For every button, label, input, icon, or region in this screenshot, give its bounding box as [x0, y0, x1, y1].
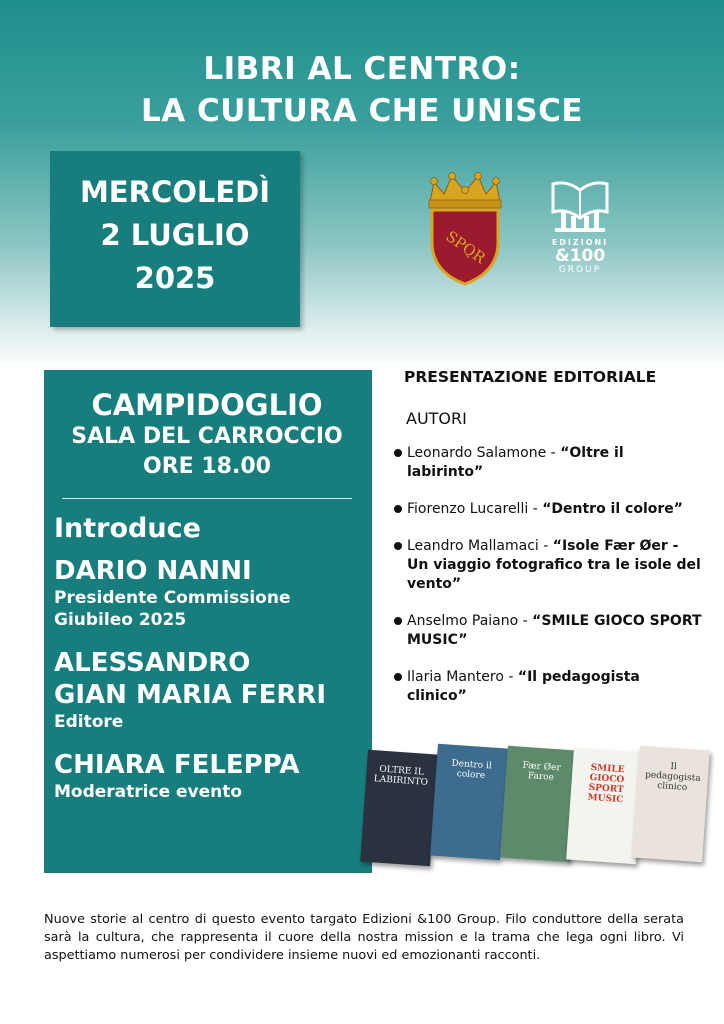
book-title: “SMILE GIOCO SPORT MUSIC”	[407, 613, 702, 648]
logos	[420, 172, 640, 292]
speaker-role: Giubileo 2025	[54, 610, 187, 630]
presentation-panel	[394, 366, 704, 724]
event-title-line1: LIBRI AL CENTRO:	[203, 51, 521, 87]
book-title: “Il pedagogista clinico”	[407, 669, 640, 704]
author-name: Anselmo Paiano -	[407, 613, 533, 629]
date-weekday: MERCOLEDÌ	[79, 175, 271, 209]
footer-description: Nuove storie al centro di questo evento targato Edizioni &100 Group. Filo conduttore della serata sarà la cultura, che rappresenta il cuore della nostra mission e la trama che lega ogni libro. Vi aspettiamo numerosi per condividere insieme nuovi ed emozionanti racconti.	[44, 912, 684, 963]
author-item	[394, 444, 704, 482]
publisher-label-100: &100	[554, 246, 606, 266]
speaker-name: CHIARA FELEPPA	[54, 750, 300, 780]
book-covers	[360, 740, 718, 890]
publisher-label-group: GROUP	[558, 265, 602, 275]
book-title: “Oltre il labirinto”	[407, 445, 624, 480]
book-cover-faer-oer: Fær Øer Faroe	[500, 746, 578, 863]
roma-capitale-logo	[420, 172, 510, 287]
author-name: Fiorenzo Lucarelli -	[407, 501, 543, 517]
speaker-alessandro-ferri	[54, 647, 360, 733]
author-item	[394, 612, 704, 650]
svg-text:SPQR: SPQR	[442, 227, 489, 268]
speaker-name: DARIO NANNI	[54, 556, 252, 586]
speaker-name: GIAN MARIA FERRI	[54, 680, 327, 710]
date-box	[50, 151, 300, 327]
book-title: “Isole Fær Øer - Un viaggio fotografico tra le isole del vento”	[407, 538, 701, 592]
speaker-name: ALESSANDRO	[54, 648, 251, 678]
venue-room: SALA DEL CARROCCIO	[71, 424, 343, 449]
author-name: Leonardo Salamone -	[407, 445, 561, 461]
author-name: Ilaria Mantero -	[407, 669, 518, 685]
speaker-role: Editore	[54, 712, 124, 732]
venue-block	[54, 388, 360, 482]
bullet-icon	[394, 673, 402, 681]
divider	[62, 498, 352, 499]
date-day-month: 2 LUGLIO	[100, 218, 250, 252]
book-cover-dentro-il-colore: Dentro il colore	[430, 744, 508, 861]
date-year: 2025	[134, 261, 216, 295]
author-item	[394, 668, 704, 706]
speaker-role: Presidente Commissione	[54, 588, 291, 608]
edizioni-100-logo	[545, 176, 615, 288]
author-item	[394, 500, 704, 519]
authors-label: AUTORI	[406, 409, 467, 428]
book-cover-smile-gioco: SMILE GIOCO SPORT MUSIC	[566, 748, 644, 865]
event-info-box	[44, 370, 372, 873]
bullet-icon	[394, 449, 402, 457]
intro-label: Introduce	[54, 513, 201, 544]
bullet-icon	[394, 505, 402, 513]
speaker-role: Moderatrice evento	[54, 782, 243, 802]
presentation-title: PRESENTAZIONE EDITORIALE	[404, 368, 657, 386]
speaker-chiara-feleppa	[54, 749, 360, 803]
speaker-dario-nanni	[54, 555, 360, 631]
bullet-icon	[394, 542, 402, 550]
author-item	[394, 537, 704, 594]
book-cover-oltre-il-labirinto: OLTRE IL LABIRINTO	[360, 750, 438, 867]
event-title-line2: LA CULTURA CHE UNISCE	[140, 93, 584, 129]
venue-place: CAMPIDOGLIO	[91, 388, 323, 422]
book-title: “Dentro il colore”	[542, 501, 683, 517]
publisher-label-edizioni: EDIZIONI	[551, 238, 609, 247]
bullet-icon	[394, 617, 402, 625]
book-cover-pedagogista-clinico: Il pedagogista clinico	[632, 746, 710, 863]
venue-time: ORE 18.00	[143, 454, 271, 479]
open-book-icon	[549, 176, 611, 236]
event-title	[0, 48, 724, 132]
author-name: Leandro Mallamaci -	[407, 538, 553, 554]
